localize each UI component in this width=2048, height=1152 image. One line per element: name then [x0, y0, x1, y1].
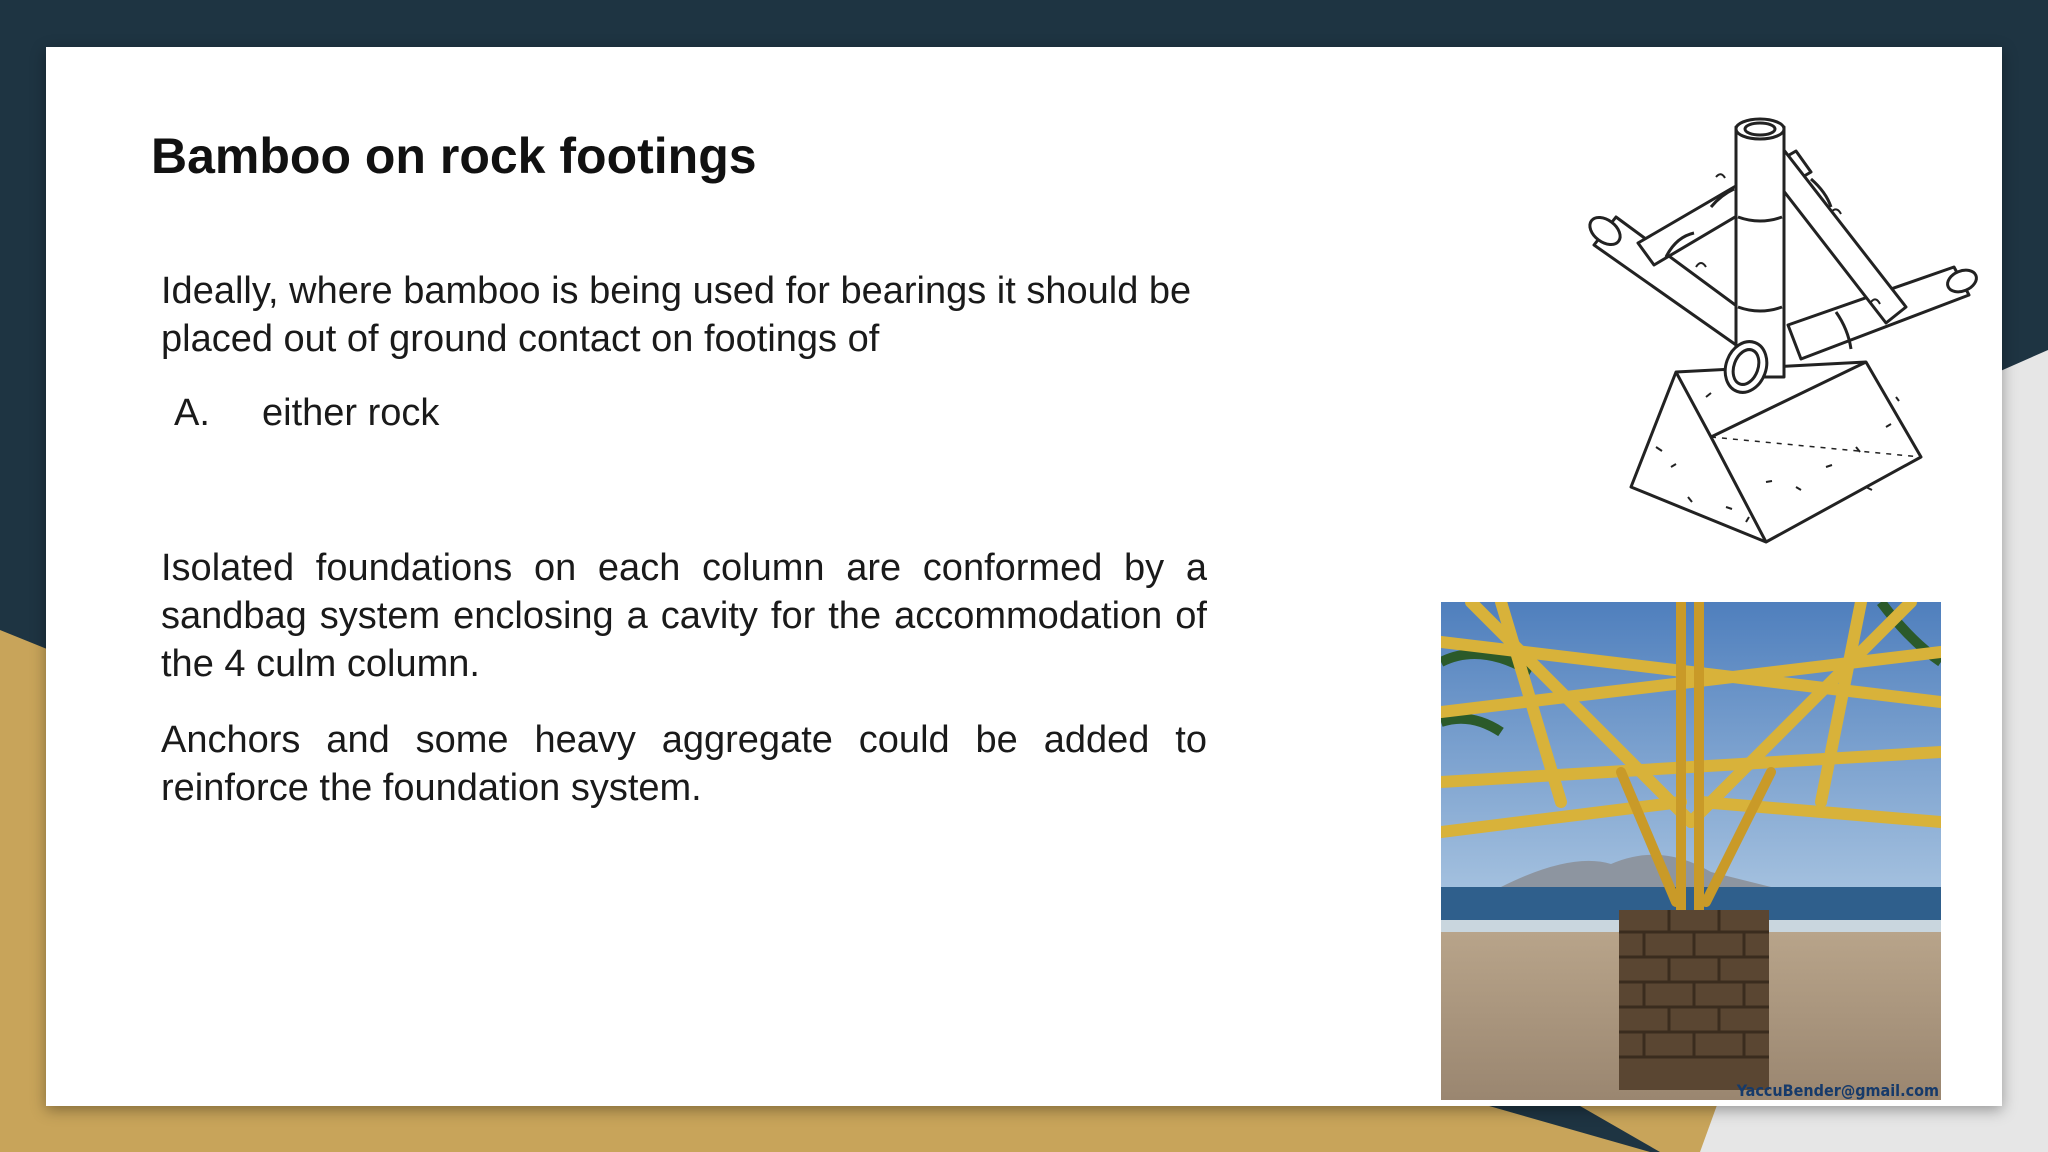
list-item [174, 389, 439, 437]
list-item-text: either rock [262, 392, 440, 434]
photo-credit-watermark: YaccuBender@gmail.com [1736, 1081, 1939, 1100]
slide-title: Bamboo on rock footings [151, 128, 757, 184]
photo-illustration [1441, 602, 1941, 1100]
intro-paragraph: Ideally, where bamboo is being used for bearings it should be placed out of ground contact on footings of [161, 270, 1192, 360]
sandbag-foundation-photo [1441, 602, 1941, 1100]
anchors-paragraph: Anchors and some heavy aggregate could be added to reinforce the foundation system. [161, 719, 1207, 809]
list-marker: A. [174, 392, 210, 434]
bamboo-footing-drawing [1466, 67, 1986, 627]
foundation-paragraph: Isolated foundations on each column are conformed by a sandbag system enclosing a cavity for the accommodation of the 4 culm column. [161, 547, 1207, 685]
slide-canvas [46, 47, 2002, 1106]
